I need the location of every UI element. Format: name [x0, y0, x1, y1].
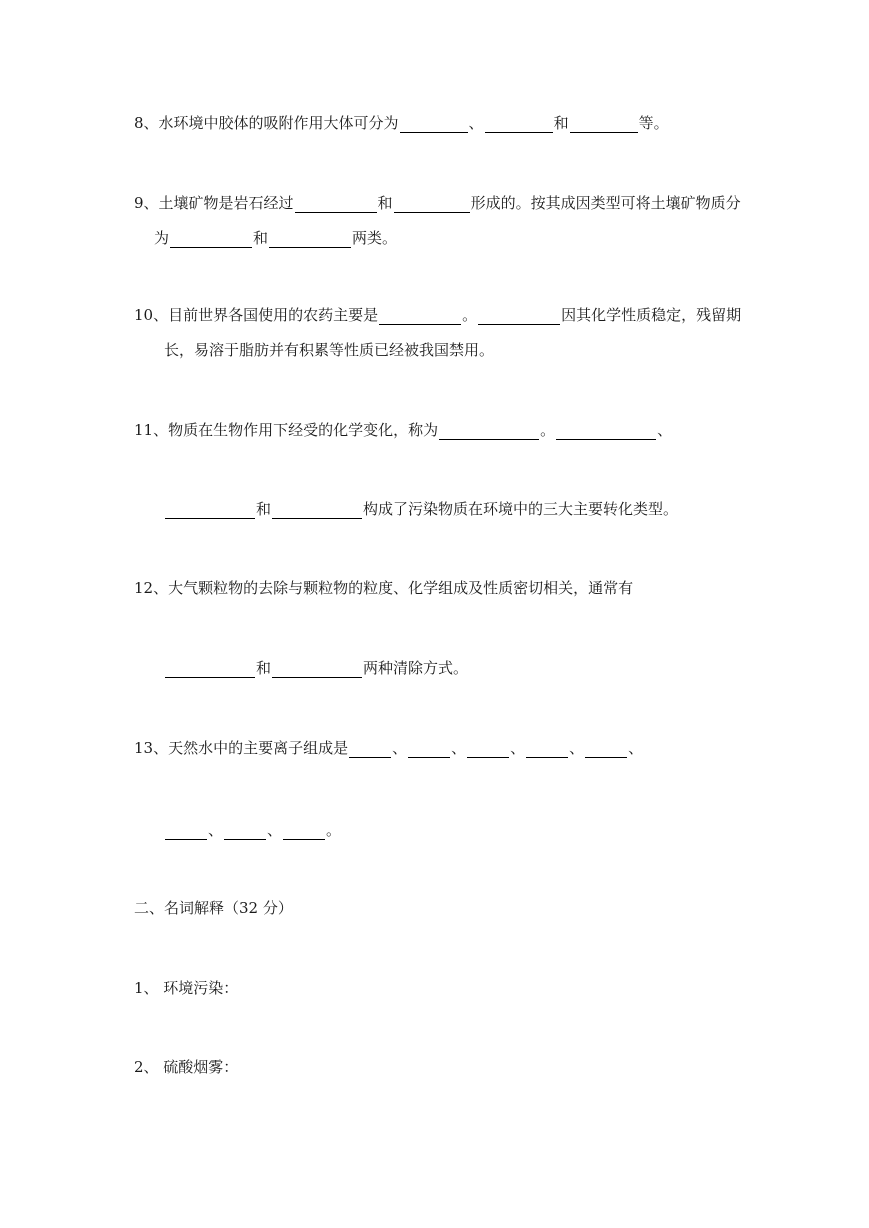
- q10-blank-2[interactable]: [478, 308, 560, 325]
- q8-sep-1: 、: [468, 114, 484, 132]
- question-9-line-2: [154, 228, 397, 248]
- question-11-line-1: [134, 420, 672, 440]
- q12-suffix: 两种清除方式。: [363, 659, 469, 677]
- question-11-line-2: [164, 499, 678, 519]
- q11-sep: 。: [540, 421, 556, 439]
- q10-prefix: 10、目前世界各国使用的农药主要是: [134, 306, 379, 324]
- question-8: [134, 113, 669, 133]
- q11-blank-3[interactable]: [165, 502, 255, 519]
- q8-suffix: 等。: [638, 114, 669, 132]
- q13-blank-8[interactable]: [283, 823, 325, 840]
- q11-sep-2: 和: [256, 500, 272, 518]
- section-2-heading-text: 二、名词解释（32 分）: [134, 899, 293, 917]
- q8-blank-1[interactable]: [400, 116, 468, 133]
- q9-blank-2[interactable]: [394, 196, 470, 213]
- q10-suffix: 因其化学性质稳定，残留期: [561, 306, 742, 324]
- q13-blank-5[interactable]: [585, 741, 627, 758]
- q9-blank-4[interactable]: [269, 231, 351, 248]
- question-13-line-2: [164, 820, 341, 840]
- q13-prefix: 13、天然水中的主要离子组成是: [134, 739, 349, 757]
- q8-blank-2[interactable]: [485, 116, 553, 133]
- q8-sep-2: 和: [553, 114, 569, 132]
- q13-end: 。: [326, 821, 342, 839]
- q11-blank-1[interactable]: [439, 423, 539, 440]
- term-item-1: [134, 978, 238, 998]
- q10-blank-1[interactable]: [379, 308, 461, 325]
- question-12-line-2: [164, 658, 468, 678]
- q13-blank-1[interactable]: [349, 741, 391, 758]
- q11-suffix: 、: [657, 421, 673, 439]
- q10-sep: 。: [462, 306, 478, 324]
- q11-suffix-2: 构成了污染物质在环境中的三大主要转化类型。: [363, 500, 679, 518]
- q9-suffix-2: 两类。: [352, 229, 398, 247]
- q13-blank-6[interactable]: [165, 823, 207, 840]
- q9-suffix-1: 形成的。按其成因类型可将土壤矿物质分: [470, 194, 741, 212]
- q12-line-1-text: 12、大气颗粒物的去除与颗粒物的粒度、化学组成及性质密切相关，通常有: [134, 579, 634, 597]
- q9-prefix: 9、土壤矿物是岩石经过: [134, 194, 294, 212]
- term-item-2-label: 2、 硫酸烟雾：: [134, 1058, 239, 1076]
- q11-prefix: 11、物质在生物作用下经受的化学变化，称为: [134, 421, 439, 439]
- question-13-line-1: [134, 738, 643, 758]
- q10-line-2-text: 长，易溶于脂肪并有积累等性质已经被我国禁用。: [164, 341, 495, 359]
- q11-blank-4[interactable]: [272, 502, 362, 519]
- q11-blank-2[interactable]: [556, 423, 656, 440]
- q13-sep-1: 、: [392, 739, 408, 757]
- q13-sep-7: 、: [267, 821, 283, 839]
- section-2-heading: [134, 898, 293, 918]
- q13-sep-2: 、: [451, 739, 467, 757]
- question-10-line-2: [164, 340, 494, 360]
- q8-blank-3[interactable]: [570, 116, 638, 133]
- question-9-line-1: [134, 193, 741, 213]
- q13-blank-2[interactable]: [408, 741, 450, 758]
- term-item-2: [134, 1057, 238, 1077]
- q13-blank-3[interactable]: [467, 741, 509, 758]
- q13-blank-7[interactable]: [224, 823, 266, 840]
- q13-sep-5: 、: [628, 739, 644, 757]
- q13-sep-4: 、: [569, 739, 585, 757]
- q9-blank-3[interactable]: [170, 231, 252, 248]
- q8-prefix: 8、水环境中胶体的吸附作用大体可分为: [134, 114, 399, 132]
- q9-sep-1: 和: [377, 194, 393, 212]
- q12-blank-1[interactable]: [165, 661, 255, 678]
- q12-sep: 和: [256, 659, 272, 677]
- q13-blank-4[interactable]: [526, 741, 568, 758]
- q13-sep-6: 、: [208, 821, 224, 839]
- q9-prefix-2: 为: [154, 229, 170, 247]
- q9-blank-1[interactable]: [295, 196, 377, 213]
- term-item-1-label: 1、 环境污染：: [134, 979, 239, 997]
- question-10-line-1: [134, 305, 741, 325]
- q13-sep-3: 、: [510, 739, 526, 757]
- question-12-line-1: [134, 578, 633, 598]
- q12-blank-2[interactable]: [272, 661, 362, 678]
- q9-sep-2: 和: [253, 229, 269, 247]
